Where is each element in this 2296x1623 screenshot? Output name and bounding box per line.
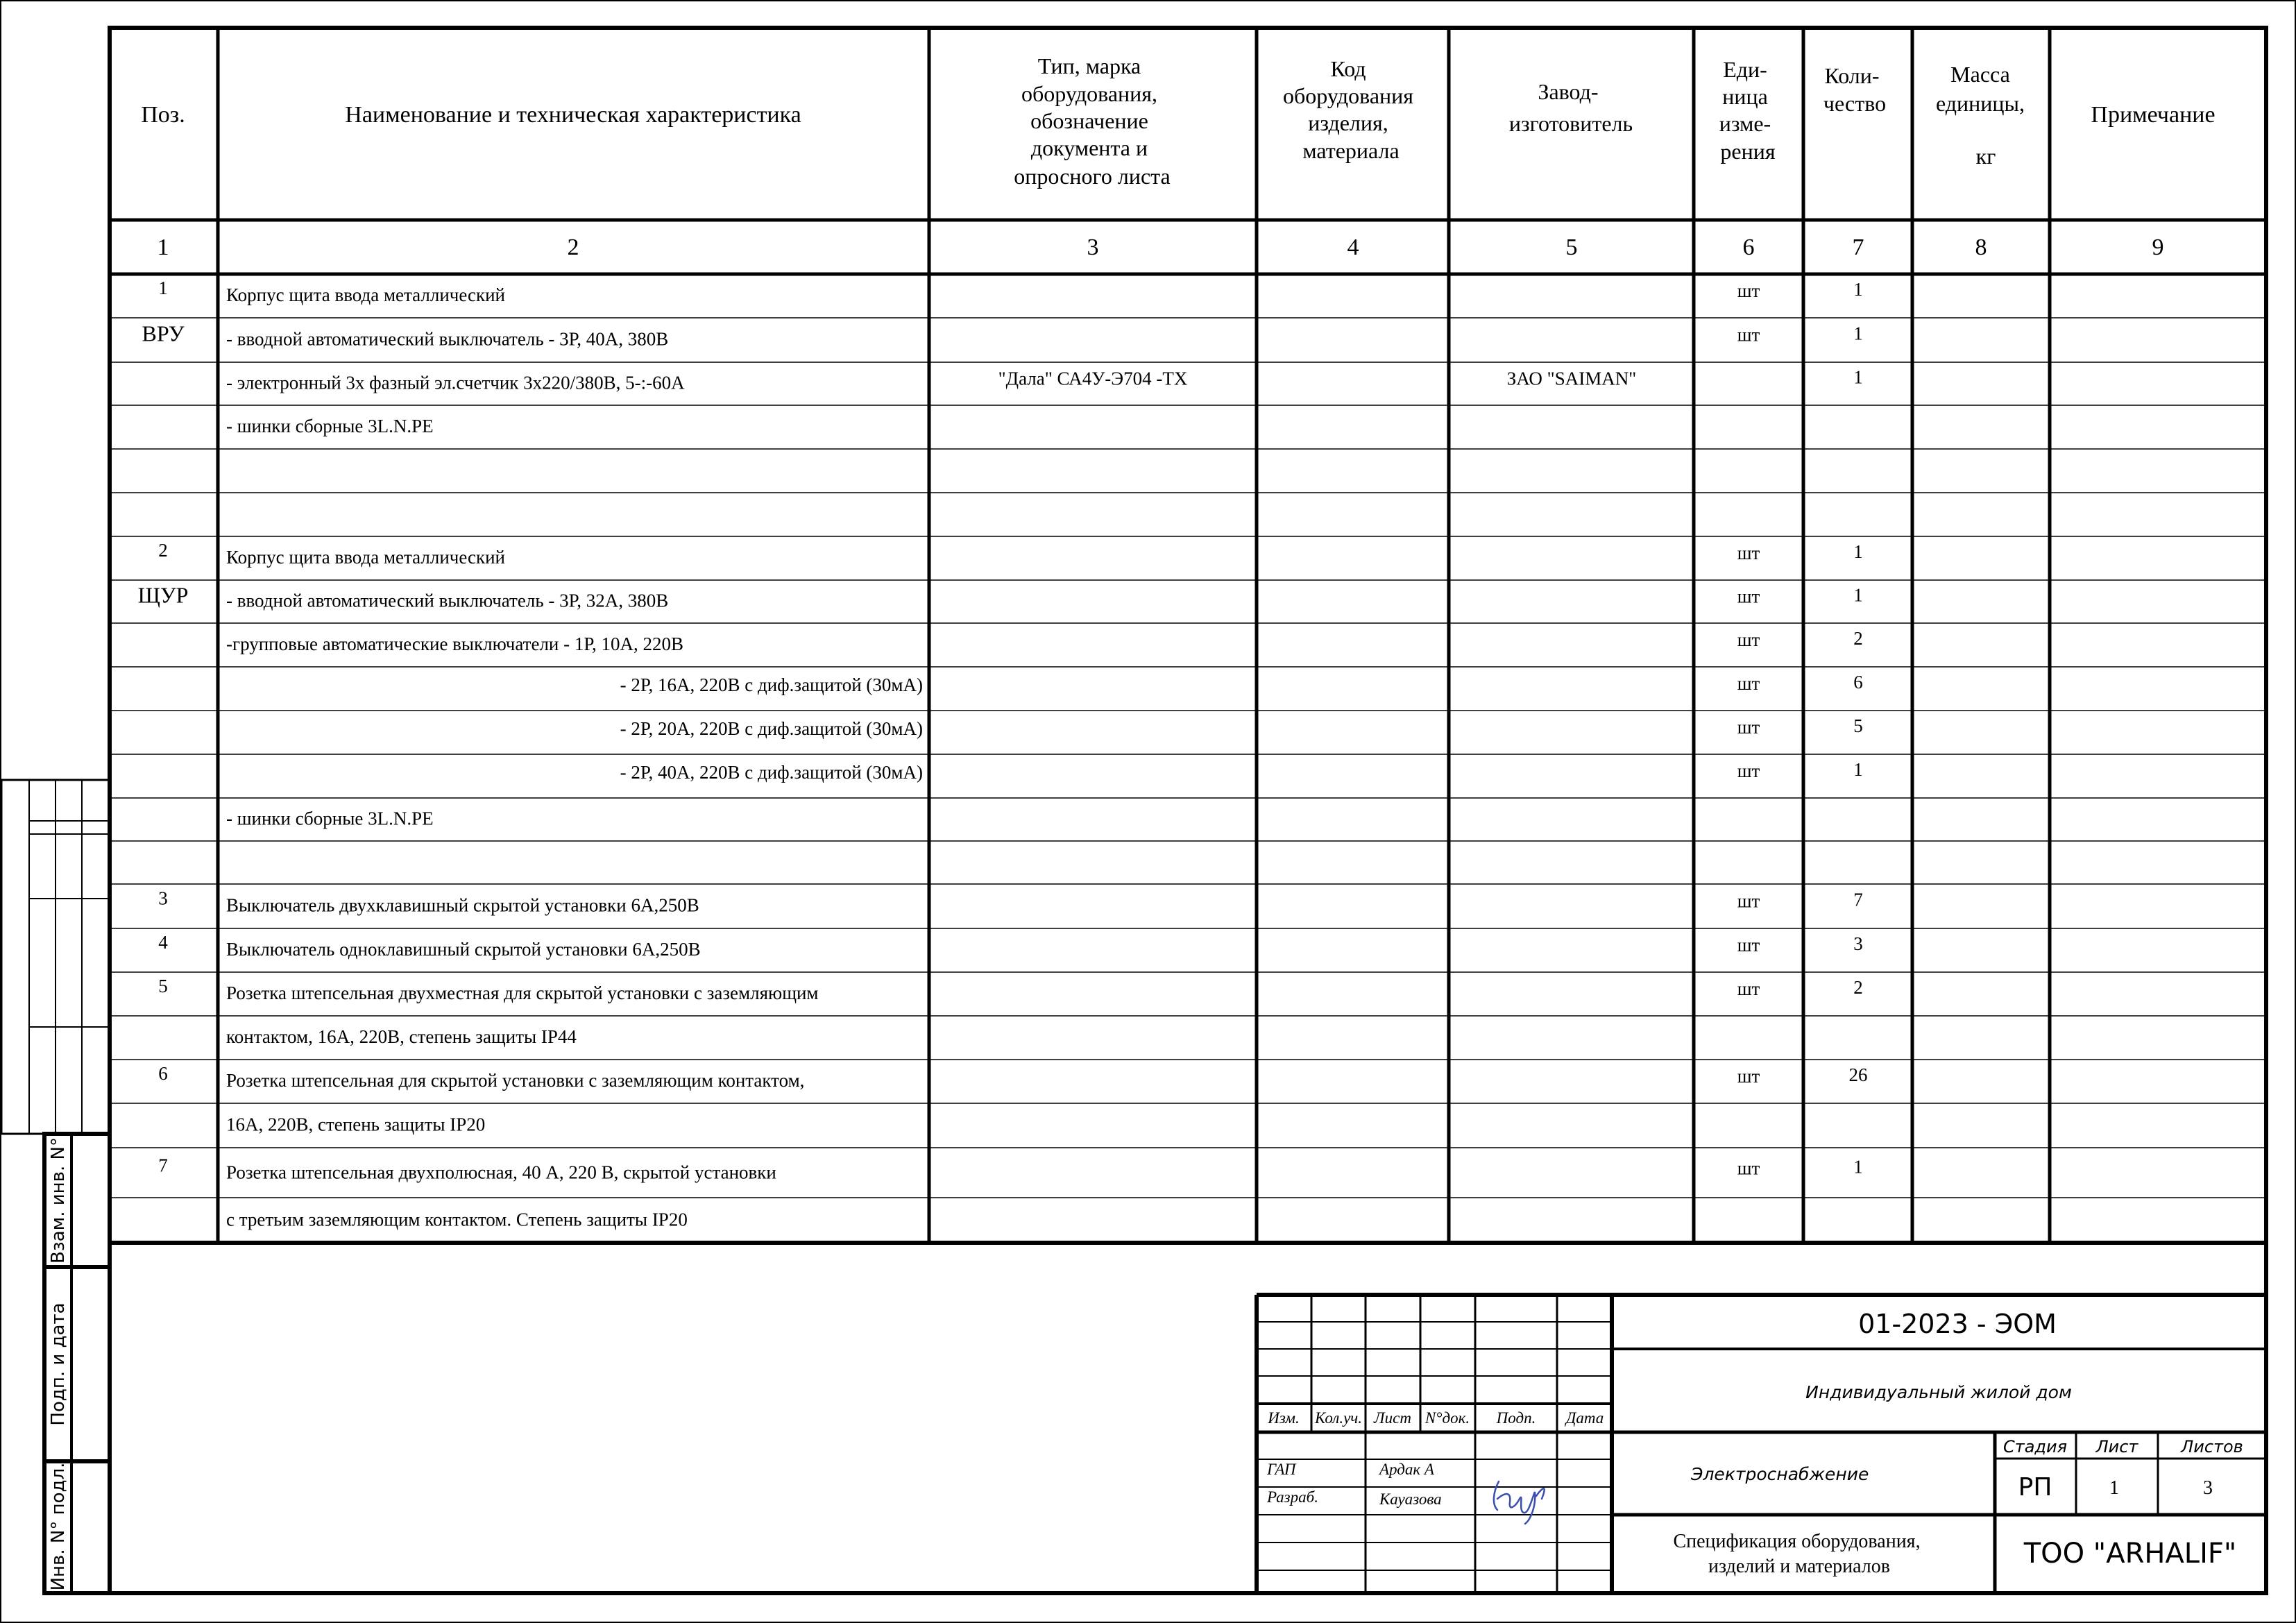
row-qty: 1 <box>1853 366 1863 388</box>
table-row <box>158 976 1863 1003</box>
header-pos: Поз. <box>141 102 185 128</box>
row-name: - 2Р, 16А, 220В с диф.защитой (30мА) <box>620 674 923 696</box>
row-name: - шинки сборные 3L.N.PE <box>226 808 434 829</box>
row-unit: шт <box>1737 935 1760 956</box>
row-qty: 1 <box>1853 759 1863 781</box>
row-qty: 1 <box>1853 541 1863 563</box>
section-name: Электроснабжение <box>1691 1464 1869 1484</box>
row-unit: шт <box>1737 890 1760 912</box>
rev-header-date: Дата <box>1565 1409 1604 1427</box>
sheet-label: Лист <box>2095 1437 2138 1456</box>
header-name: Наименование и техническая характеристика <box>345 102 801 128</box>
row-name: 16А, 220В, степень защиты IP20 <box>226 1114 486 1135</box>
stage-value: РП <box>2018 1473 2052 1502</box>
row-name: - вводной автоматический выключатель - 3Р, 32А, 380В <box>226 590 669 611</box>
rev-header-list: Лист <box>1374 1409 1411 1427</box>
row-position: ВРУ <box>142 321 185 346</box>
header-maker: Завод- изготовитель <box>1508 79 1633 136</box>
person-razrab: Кауазова <box>1379 1490 1442 1508</box>
row-name: - шинки сборные 3L.N.PE <box>226 416 434 437</box>
row-unit: шт <box>1737 1157 1760 1179</box>
column-number-7: 7 <box>1852 235 1864 260</box>
table-row <box>226 366 1863 393</box>
row-unit: шт <box>1737 586 1760 607</box>
column-number-3: 3 <box>1087 235 1099 260</box>
row-unit: шт <box>1737 1066 1760 1087</box>
role-razrab: Разраб. <box>1267 1488 1318 1506</box>
row-position: 6 <box>158 1063 168 1085</box>
row-qty: 6 <box>1853 672 1863 693</box>
row-maker: ЗАО "SAIMAN" <box>1506 368 1637 389</box>
table-row <box>158 1063 1867 1091</box>
header-qty: Коли- чество <box>1823 63 1887 116</box>
sheets-label: Листов <box>2181 1437 2243 1456</box>
sheet-value: 1 <box>2109 1477 2119 1499</box>
column-numbers <box>158 235 2164 260</box>
row-qty: 2 <box>1853 628 1863 649</box>
row-name: -групповые автоматические выключатели - 1Р, 10А, 220В <box>226 634 684 655</box>
people-list <box>1266 1461 1442 1508</box>
sheet-title: Спецификация оборудования, изделий и материалов <box>1673 1531 1921 1577</box>
side-label-inv: Инв. N° подл. <box>48 1462 69 1591</box>
row-unit: шт <box>1737 280 1760 302</box>
title-block <box>1257 1295 2266 1593</box>
row-qty: 7 <box>1853 889 1863 910</box>
side-label-podp: Подп. и дата <box>48 1302 69 1426</box>
rev-header-doc: N°док. <box>1425 1409 1470 1427</box>
table-row <box>138 582 1863 611</box>
row-qty: 1 <box>1853 323 1863 344</box>
row-position: ЩУР <box>137 582 189 608</box>
row-unit: шт <box>1737 543 1760 564</box>
stage-label: Стадия <box>2002 1437 2068 1456</box>
row-unit: шт <box>1737 324 1760 346</box>
row-qty: 5 <box>1853 715 1863 737</box>
doc-code: 01-2023 - ЭОМ <box>1858 1309 2057 1339</box>
side-label-vzam: Взам. инв. N° <box>48 1137 69 1264</box>
header-type: Тип, марка оборудования, обозначение документа и опросного листа <box>1014 53 1171 189</box>
row-name: - вводной автоматический выключатель - 3Р, 40А, 380В <box>226 328 669 350</box>
rev-header-podp: Подп. <box>1496 1409 1536 1427</box>
row-name: Розетка штепсельная для скрытой установки с заземляющим контактом, <box>226 1070 805 1091</box>
role-gap: ГАП <box>1267 1461 1296 1478</box>
side-stamp <box>1 780 110 1593</box>
column-number-4: 4 <box>1347 235 1359 260</box>
table-row <box>142 321 1863 350</box>
table-row <box>226 1114 485 1135</box>
row-unit: шт <box>1737 629 1760 651</box>
row-position: 1 <box>158 278 168 299</box>
table-rows <box>138 278 1868 1230</box>
column-number-2: 2 <box>567 235 579 260</box>
row-position: 4 <box>158 932 168 953</box>
signature-mark <box>1494 1481 1545 1524</box>
column-number-8: 8 <box>1975 235 1987 260</box>
column-number-9: 9 <box>2152 235 2164 260</box>
row-unit: шт <box>1737 673 1760 695</box>
header-code: Код оборудования изделия, материала <box>1283 56 1413 163</box>
row-type: "Дала" СА4У-Э704 -ТХ <box>998 368 1188 389</box>
row-name: контактом, 16А, 220В, степень защиты IP44 <box>226 1026 577 1048</box>
table-row <box>226 1026 577 1047</box>
row-name: - 2Р, 20А, 220В с диф.защитой (30мА) <box>620 718 923 740</box>
row-position: 3 <box>158 887 168 909</box>
row-name: Выключатель двухклавишный скрытой установки 6А,250В <box>226 894 699 916</box>
rev-table-headers <box>1267 1409 1604 1427</box>
table-header <box>141 53 2215 189</box>
column-number-6: 6 <box>1742 235 1755 260</box>
table-row <box>226 628 1863 654</box>
row-qty: 1 <box>1853 1156 1863 1178</box>
row-position: 5 <box>158 976 168 997</box>
specification-table <box>110 28 2266 1243</box>
row-unit: шт <box>1737 978 1760 1000</box>
row-qty: 3 <box>1853 933 1863 955</box>
row-unit: шт <box>1737 717 1760 738</box>
rev-header-kolvo: Кол.уч. <box>1314 1409 1363 1427</box>
table-row <box>226 1209 688 1230</box>
table-row <box>620 759 1863 783</box>
table-row <box>620 672 1863 695</box>
table-row <box>158 888 1863 916</box>
row-unit: шт <box>1737 760 1760 782</box>
table-row <box>226 416 434 436</box>
table-row <box>158 932 1863 960</box>
table-row <box>226 808 434 829</box>
row-qty: 1 <box>1853 279 1863 300</box>
row-name: Корпус щита ввода металлический <box>226 547 506 568</box>
row-qty: 1 <box>1853 584 1863 606</box>
object-name: Индивидуальный жилой дом <box>1805 1382 2072 1402</box>
column-number-1: 1 <box>157 235 169 260</box>
header-unit: Еди- ница изме- рения <box>1719 57 1776 164</box>
row-name: - 2Р, 40А, 220В с диф.защитой (30мА) <box>620 762 923 783</box>
table-row <box>620 715 1863 739</box>
sheets-value: 3 <box>2203 1477 2213 1499</box>
person-gap: Ардак А <box>1379 1461 1434 1478</box>
header-mass: Масса единицы, кг <box>1935 62 2025 169</box>
row-position: 7 <box>158 1155 168 1176</box>
header-note: Примечание <box>2091 102 2216 128</box>
row-name: Розетка штепсельная двухместная для скрытой установки с заземляющим <box>226 983 819 1004</box>
row-qty: 26 <box>1848 1064 1868 1086</box>
row-name: Корпус щита ввода металлический <box>226 284 506 306</box>
rev-header-izm: Изм. <box>1268 1409 1300 1427</box>
table-row <box>158 278 1863 305</box>
row-qty: 2 <box>1853 977 1863 999</box>
table-row <box>158 1155 1863 1183</box>
row-name: Выключатель одноклавишный скрытой установки 6А,250В <box>226 939 701 960</box>
company-name: ТОО "ARHALIF" <box>2023 1538 2237 1570</box>
row-name: - электронный 3х фазный эл.счетчик 3х220/380В, 5-:-60А <box>226 372 685 393</box>
table-row <box>158 540 1863 568</box>
row-name: Розетка штепсельная двухполюсная, 40 А, 220 В, скрытой установки <box>226 1162 776 1183</box>
row-name: с третьим заземляющим контактом. Степень защиты IP20 <box>226 1209 688 1230</box>
row-position: 2 <box>158 540 168 561</box>
column-number-5: 5 <box>1565 235 1578 260</box>
